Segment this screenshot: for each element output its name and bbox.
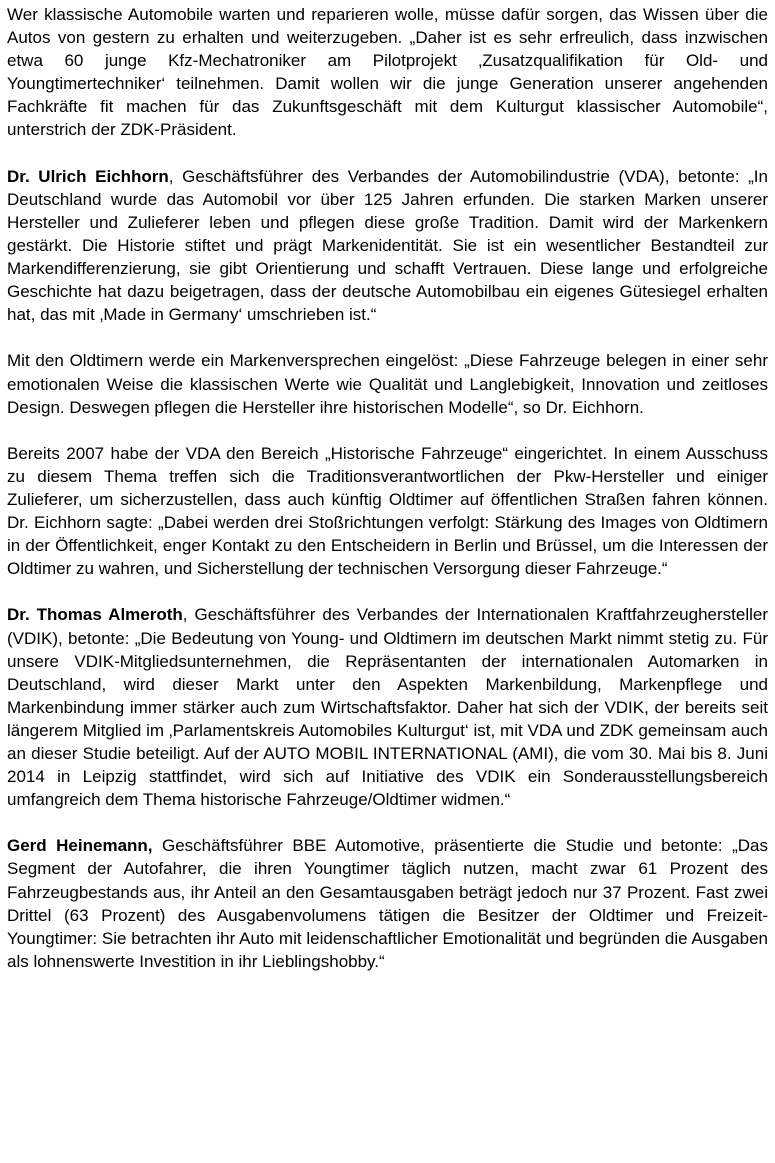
paragraph-eichhorn-statement (7, 165, 768, 327)
paragraph-vda-historische-fahrzeuge (7, 442, 768, 581)
speaker-name: Dr. Ulrich Eichhorn (7, 166, 169, 186)
paragraph-text: Bereits 2007 habe der VDA den Bereich „Historische Fahrzeuge“ eingerichtet. In einem Ausschuss zu diesem Thema treffen sich die Traditionsverantwortlichen der Pkw-Hersteller und einiger Zulieferer, um sicherzustellen, dass auch künftig Oldtimer auf öffentlichen Straßen fahren können. Dr. Eichhorn sagte: „Dabei werden drei Stoßrichtungen verfolgt: Stärkung des Images von Oldtimern in der Öffentlichkeit, enger Kontakt zu den Entscheidern in Berlin und Brüssel, um die Interessen der Oldtimer zu wahren, und Sicherstellung der technischen Versorgung dieser Fahrzeuge.“ (7, 443, 768, 579)
paragraph-almeroth-statement (7, 603, 768, 811)
paragraph-markenversprechen (7, 349, 768, 418)
paragraph-zdk-statement (7, 3, 768, 142)
paragraph-text: , Geschäftsführer des Verbandes der Automobilindustrie (VDA), betonte: „In Deutschland wurde das Automobil vor über 125 Jahren erfunden. Die starken Marken unserer Hersteller und Zulieferer leben und pflegen diese große Tradition. Damit wird der Markenkern gestärkt. Die Historie stiftet und prägt Markenidentität. Sie ist ein wesentlicher Bestandteil zur Markendifferenzierung, sie gibt Orientierung und schafft Vertrauen. Diese lange und erfolgreiche Geschichte hat dazu beigetragen, dass der deutsche Automobilbau ein eigenes Gütesiegel erhalten hat, das mit ‚Made in Germany‘ umschrieben ist.“ (7, 166, 768, 325)
speaker-name: Dr. Thomas Almeroth (7, 605, 183, 625)
paragraph-text: , Geschäftsführer des Verbandes der Internationalen Kraftfahrzeughersteller (VDIK), betonte: „Die Bedeutung von Young- und Oldtimern im deutschen Markt nimmt stetig zu. Für unsere VDIK-Mitgliedsunternehmen, die Repräsentanten der internationalen Automarken in Deutschland, wird dieser Markt unter den Aspekten Markenbildung, Markenpflege und Markenbindung immer stärker auch zum Wirtschaftsfaktor. Daher hat sich der VDIK, der bereits seit längerem Mitglied im ‚Parlamentskreis Automobiles Kulturgut‘ ist, mit VDA und ZDK gemeinsam auch an dieser Studie beteiligt. Auf der AUTO MOBIL INTERNATIONAL (AMI), die vom 30. Mai bis 8. Juni 2014 in Leipzig stattfindet, wird sich auf Initiative des VDIK ein Sonderausstellungsbereich umfangreich dem Thema historische Fahrzeuge/Oldtimer widmen.“ (7, 605, 768, 810)
speaker-name: Gerd Heinemann, (7, 836, 153, 856)
paragraph-text: Wer klassische Automobile warten und reparieren wolle, müsse dafür sorgen, das Wissen über die Autos von gestern zu erhalten und weiterzugeben. „Daher ist es sehr erfreulich, dass inzwischen etwa 60 junge Kfz-Mechatroniker am Pilotprojekt ‚Zusatzqualifikation für Old- und Youngtimertechniker‘ teilnehmen. Damit wollen wir die junge Generation unserer angehenden Fachkräfte fit machen für das Zukunftsgeschäft mit dem Kulturgut klassischer Automobile“, unterstrich der ZDK-Präsident. (7, 5, 768, 140)
paragraph-text: Mit den Oldtimern werde ein Markenversprechen eingelöst: „Diese Fahrzeuge belegen in einer sehr emotionalen Weise die klassischen Werte wie Qualität und Langlebigkeit, Innovation und zeitloses Design. Deswegen pflegen die Hersteller ihre historischen Modelle“, so Dr. Eichhorn. (7, 351, 768, 417)
paragraph-text: Geschäftsführer BBE Automotive, präsentierte die Studie und betonte: „Das Segment der Autofahrer, die ihren Youngtimer täglich nutzen, macht zwar 61 Prozent des Fahrzeugbestands aus, ihr Anteil an den Gesamtausgaben beträgt jedoch nur 37 Prozent. Fast zwei Drittel (63 Prozent) des Ausgabenvolumens tätigen die Besitzer der Oldtimer und Freizeit-Youngtimer: Sie betrachten ihr Auto mit leidenschaftlicher Emotionalität und begründen die Ausgaben als lohnenswerte Investition in ihr Lieblingshobby.“ (7, 836, 768, 971)
paragraph-heinemann-statement (7, 834, 768, 973)
